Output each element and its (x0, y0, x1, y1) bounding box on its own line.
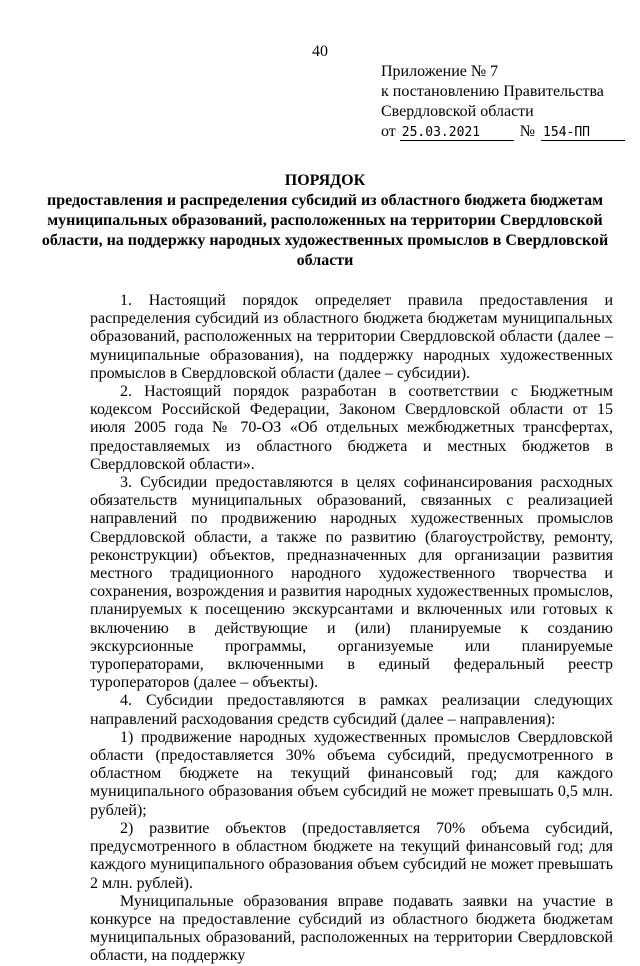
paragraph-4: 4. Субсидии предоставляются в рамках реализации следующих направлений расходования средств субсидий (далее – направления): (90, 692, 613, 728)
appendix-line-1: Приложение № 7 (381, 63, 499, 80)
date-value: 25.03.2021 (400, 125, 514, 141)
appendix-block (381, 62, 625, 142)
document-body (90, 292, 613, 966)
paragraph-1: 1. Настоящий порядок определяет правила предоставления и распределения субсидий из областного бюджета бюджетам муниципальных образований, расположенных на территории Свердловской области (далее – муниципальные образования), на поддержку народных художественных промыслов в Свердловской области (далее – субсидии). (90, 292, 613, 382)
appendix-line-3: Свердловской области (381, 103, 534, 120)
number-prefix: № (519, 123, 536, 140)
paragraph-4-item-1: 1) продвижение народных художественных промыслов Свердловской области (предоставляется 30% объема субсидий, предусмотренного в областном бюджете на текущий финансовый год; для каждого муниципального образования объем субсидий не может превышать 0,5 млн. рублей); (90, 728, 613, 819)
page-number: 40 (312, 43, 328, 60)
appendix-line-2: к постановлению Правительства (381, 83, 604, 100)
appendix-date-line (381, 122, 625, 142)
paragraph-2: 2. Настоящий порядок разработан в соответствии с Бюджетным кодексом Российской Федерации, Законом Свердловской области от 15 июля 2005 года № 70-ОЗ «Об отдельных межбюджетных трансфертах, предоставляемых из областного бюджета и местных бюджетов в Свердловской области». (90, 383, 613, 473)
paragraph-3: 3. Субсидии предоставляются в целях софинансирования расходных обязательств муниципальных образований, связанных с реализацией направлений по продвижению народных художественных промыслов Свердловской области, а также по развитию (благоустройству, ремонту, реконструкции) объектов, предназначенных для организации развития местного традиционного народного художественного творчества и сохранения, возрождения и развития народных художественных промыслов, планируемых к посещению экскурсантами и включенных или готовых к включению в действующие и (или) планируемые к созданию экскурсионные программы, организуемые или планируемые туроператорами, включенными в единый федеральный реестр туроператоров (далее – объекты). (90, 474, 613, 692)
date-prefix: от (381, 123, 396, 140)
paragraph-5: Муниципальные образования вправе подавать заявки на участие в конкурсе на предоставление субсидий из областного бюджета бюджетам муниципальных образований, расположенных на территории Свердловской области, на поддержку (90, 892, 613, 965)
paragraph-4-item-2: 2) развитие объектов (предоставляется 70% объема субсидий, предусмотренного в областном бюджете на текущий финансовый год; для каждого муниципального образования объем субсидий не может превышать 2 млн. рублей). (90, 819, 613, 892)
document-subtitle: предоставления и распределения субсидий из областного бюджета бюджетам муниципальных образований, расположенных на территории Свердловской области, на поддержку народных художественных промыслов в Свердловской области (41, 192, 609, 269)
number-value: 154-ПП (541, 125, 625, 141)
document-title: ПОРЯДОК (284, 172, 366, 189)
